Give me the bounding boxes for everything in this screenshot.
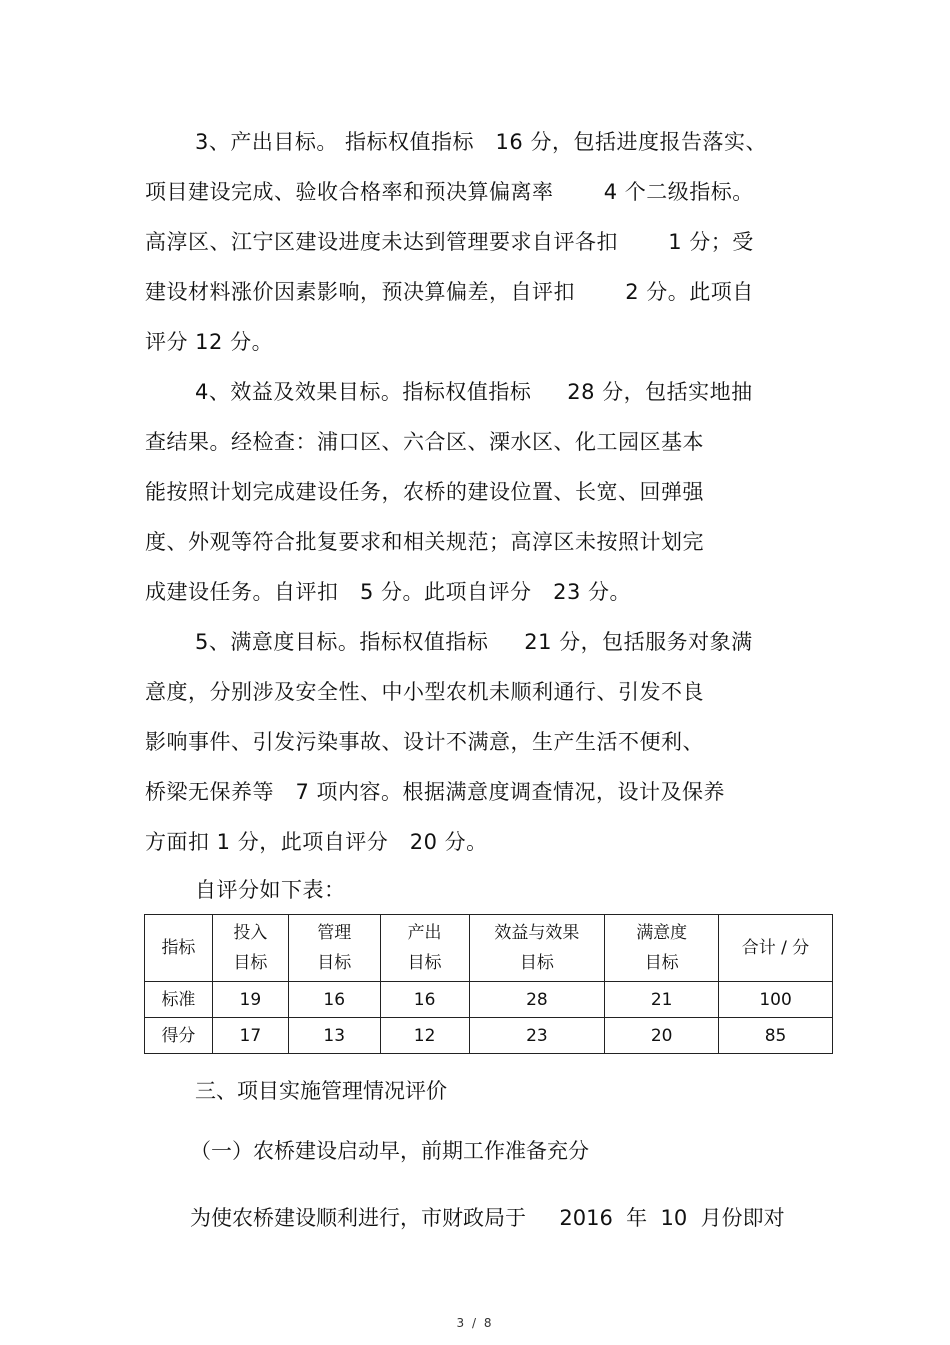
table-cell: 13 [288, 1018, 380, 1054]
page-number: 3 / 8 [456, 1316, 494, 1330]
paragraph-line: 3、产出目标。 指标权值指标 16 分，包括进度报告落实、 [195, 130, 767, 154]
paragraph-line: 高淳区、江宁区建设进度未达到管理要求自评各扣 1 分；受 [145, 230, 754, 254]
header-cell: 管理 目标 [288, 915, 380, 982]
paragraph-line: 查结果。经检查：浦口区、六合区、溧水区、化工园区基本 [145, 430, 704, 454]
table-header-row [145, 915, 833, 982]
table-cell: 12 [380, 1018, 469, 1054]
header-cell: 产出 目标 [380, 915, 469, 982]
table-intro: 自评分如下表： [195, 878, 346, 902]
table-cell: 19 [212, 982, 288, 1018]
table-cell: 20 [605, 1018, 719, 1054]
table-cell: 16 [288, 982, 380, 1018]
table-cell: 23 [469, 1018, 605, 1054]
header-cell: 效益与效果 目标 [469, 915, 605, 982]
table-cell: 21 [605, 982, 719, 1018]
subsection-heading: （一）农桥建设启动早，前期工作准备充分 [190, 1139, 589, 1163]
header-cell: 投入 目标 [212, 915, 288, 982]
table-cell: 标准 [145, 982, 213, 1018]
paragraph-line: 影响事件、引发污染事故、设计不满意，生产生活不便利、 [145, 730, 704, 754]
paragraph-line: 方面扣 1 分，此项自评分 20 分。 [145, 830, 488, 854]
paragraph-line: 项目建设完成、验收合格率和预决算偏离率 4 个二级指标。 [145, 180, 754, 204]
table-cell: 28 [469, 982, 605, 1018]
paragraph-line: 5、满意度目标。指标权值指标 21 分，包括服务对象满 [195, 630, 753, 654]
paragraph-line: 桥梁无保养等 7 项内容。根据满意度调查情况，设计及保养 [145, 780, 726, 804]
paragraph-line: 评分 12 分。 [145, 330, 274, 354]
table-row [145, 982, 833, 1018]
header-cell: 满意度 目标 [605, 915, 719, 982]
table-cell: 16 [380, 982, 469, 1018]
table-cell: 17 [212, 1018, 288, 1054]
header-cell: 合计 / 分 [719, 915, 833, 982]
paragraph-line: 成建设任务。自评扣 5 分。此项自评分 23 分。 [145, 580, 631, 604]
section-heading: 三、项目实施管理情况评价 [195, 1079, 447, 1103]
paragraph-line: 4、效益及效果目标。指标权值指标 28 分，包括实地抽 [195, 380, 753, 404]
table-row [145, 1018, 833, 1054]
paragraph-line: 能按照计划完成建设任务，农桥的建设位置、长宽、回弹强 [145, 480, 704, 504]
paragraph-line: 建设材料涨价因素影响，预决算偏差，自评扣 2 分。此项自 [145, 280, 754, 304]
paragraph-line: 度、外观等符合批复要求和相关规范；高淳区未按照计划完 [145, 530, 704, 554]
table-cell: 100 [719, 982, 833, 1018]
paragraph-line: 为使农桥建设顺利进行，市财政局于 2016 年 10 月份即对 [190, 1206, 785, 1230]
header-cell: 指标 [145, 915, 213, 982]
paragraph-line: 意度，分别涉及安全性、中小型农机未顺利通行、引发不良 [145, 680, 704, 704]
score-table [144, 914, 833, 1054]
table-cell: 85 [719, 1018, 833, 1054]
table-cell: 得分 [145, 1018, 213, 1054]
